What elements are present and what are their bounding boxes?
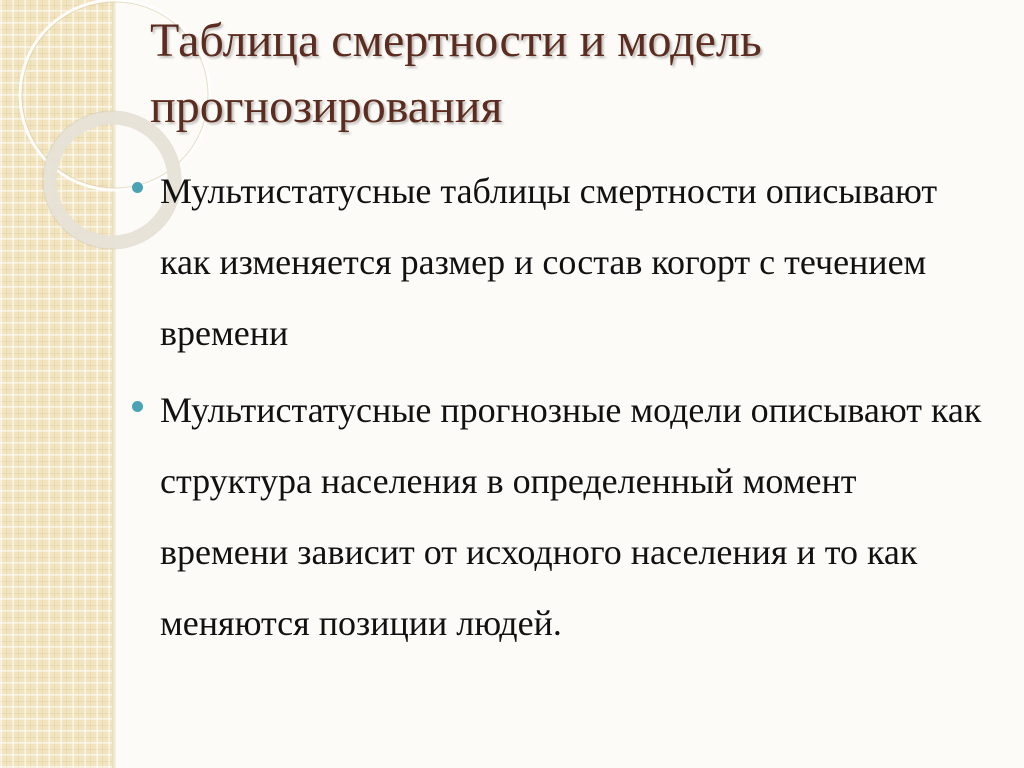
- bullet-text: Мультистатусные таблицы смертности описывают как изменяется размер и состав когорт с течением времени: [160, 171, 938, 353]
- bullet-list: [130, 156, 990, 665]
- bullet-item: [130, 156, 990, 369]
- bullet-text: Мультистатусные прогнозные модели описывают как структура населения в определенный момент времени зависит от исходного населения и то как меняются позиции людей.: [160, 390, 982, 643]
- bullet-dot-icon: [132, 182, 143, 193]
- bullet-item: [130, 375, 990, 659]
- slide-title: Таблица смертности и модель прогнозирования: [150, 14, 762, 133]
- bullet-dot-icon: [132, 401, 143, 412]
